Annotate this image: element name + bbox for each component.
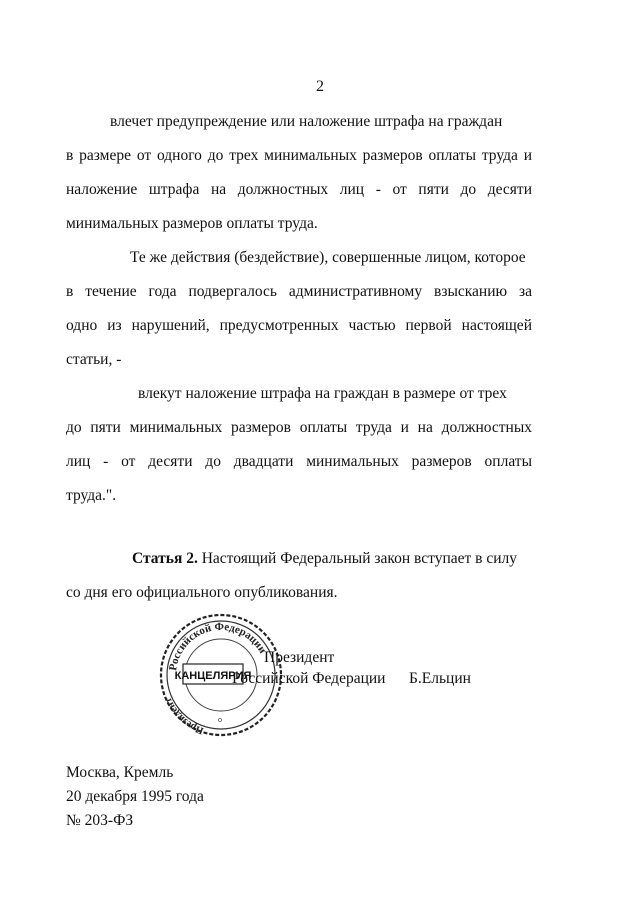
article-continuation: со дня его официального опубликования. bbox=[66, 584, 338, 601]
text-line-6: в течение года подвергалось административному взысканию за bbox=[66, 283, 532, 300]
footer-place: Москва, Кремль bbox=[66, 764, 174, 781]
article-label: Статья 2. bbox=[132, 550, 198, 567]
signature-name: Б.Ельцин bbox=[409, 670, 471, 687]
svg-text:о: о bbox=[218, 715, 222, 724]
signature-title-1: Президент bbox=[264, 649, 335, 666]
svg-text:КАНЦЕЛЯРИЯ: КАНЦЕЛЯРИЯ bbox=[174, 670, 252, 682]
text-line-10: до пяти минимальных размеров оплаты труда и на должностных bbox=[66, 419, 532, 436]
footer-date: 20 декабря 1995 года bbox=[66, 788, 204, 805]
text-line-11: лиц - от десяти до двадцати минимальных размеров оплаты bbox=[66, 453, 532, 470]
article-text: Настоящий Федеральный закон вступает в силу bbox=[197, 550, 518, 567]
footer-number: № 203-ФЗ bbox=[66, 812, 134, 829]
text-line-9: влекут наложение штрафа на граждан в размере от трех bbox=[138, 385, 507, 402]
text-line-2: в размере от одного до трех минимальных размеров оплаты труда и bbox=[66, 147, 532, 164]
text-line-7: одно из нарушений, предусмотренных частью первой настоящей bbox=[66, 317, 532, 334]
text-line-8: статьи, - bbox=[66, 351, 122, 368]
text-line-12: труда.". bbox=[66, 487, 117, 504]
signature-title-2: Российской Федерации bbox=[232, 670, 386, 687]
svg-text:Российской Федерации: Российской Федерации bbox=[167, 620, 269, 672]
article-2-line bbox=[132, 549, 517, 569]
text-line-3: наложение штрафа на должностных лиц - от пяти до десяти bbox=[66, 181, 532, 198]
text-line-5: Те же действия (бездействие), совершенные лицом, которое bbox=[130, 249, 526, 266]
text-line-1: влечет предупреждение или наложение штрафа на граждан bbox=[110, 113, 503, 130]
svg-text:Президент: Президент bbox=[162, 695, 206, 737]
text-line-4: минимальных размеров оплаты труда. bbox=[66, 215, 318, 232]
page-number: 2 bbox=[316, 78, 324, 95]
